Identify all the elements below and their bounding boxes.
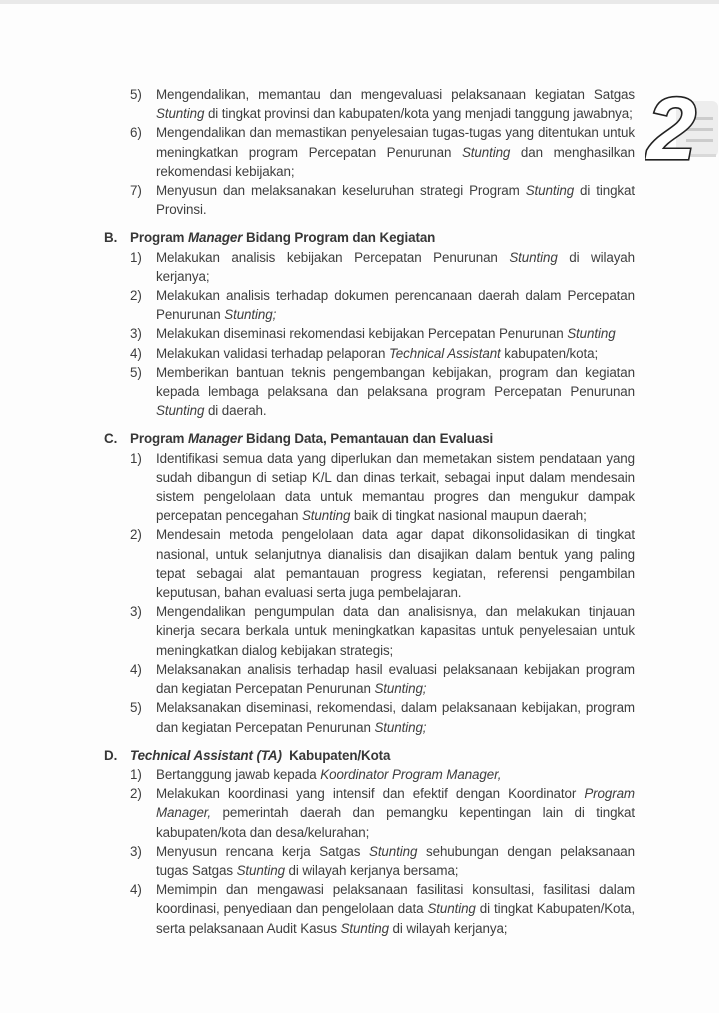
list-item bbox=[130, 449, 635, 526]
text-segment: Melakukan analisis terhadap dokumen perencanaan daerah dalam Percepatan Penurunan bbox=[156, 288, 635, 323]
list-item-number: 3) bbox=[130, 843, 142, 859]
list-item bbox=[130, 765, 635, 784]
list-item-text bbox=[156, 660, 635, 698]
section-heading bbox=[104, 746, 635, 765]
text-segment: di wilayah kerjanya; bbox=[156, 249, 636, 284]
text-segment: Menyusun dan melaksanakan keseluruhan strategi Program bbox=[156, 183, 526, 199]
list-item-text bbox=[156, 286, 635, 324]
text-segment: Technical Assistant (TA) bbox=[130, 747, 282, 763]
text-segment: Manager bbox=[188, 431, 243, 447]
list-item-number: 4) bbox=[130, 661, 142, 677]
page-number-graphic bbox=[645, 86, 719, 192]
list-item bbox=[130, 85, 635, 123]
list-item-text bbox=[156, 344, 635, 363]
text-segment: Program bbox=[130, 230, 188, 246]
list-item-number: 7) bbox=[130, 183, 142, 199]
text-segment: Technical Assistant bbox=[388, 345, 501, 361]
text-segment: Melaksanakan analisis terhadap hasil evaluasi pelaksanaan kebijakan program dan kegiatan Percepatan Penurunan bbox=[156, 661, 635, 697]
list-item bbox=[130, 698, 635, 736]
list-item bbox=[130, 363, 635, 421]
list-item-text bbox=[156, 784, 635, 842]
text-segment: Melakukan koordinasi yang intensif dan efektif dengan Koordinator bbox=[156, 786, 585, 802]
list-item bbox=[130, 324, 635, 343]
list-item-text bbox=[156, 880, 635, 938]
text-segment: kabupaten/kota; bbox=[500, 345, 599, 361]
section-block bbox=[104, 429, 635, 736]
list-item bbox=[130, 286, 635, 324]
text-segment: di tingkat provinsi dan kabupaten/kota yang menjadi tanggung jawabnya; bbox=[204, 106, 633, 122]
text-segment: di wilayah kerjanya bersama; bbox=[284, 862, 459, 878]
section-title bbox=[130, 228, 435, 247]
text-segment: Stunting bbox=[509, 249, 558, 265]
list-item-number: 3) bbox=[130, 326, 142, 342]
text-segment: Manager bbox=[188, 230, 243, 246]
list-item-text bbox=[156, 765, 635, 784]
list-item bbox=[130, 842, 635, 880]
text-segment: Stunting bbox=[340, 920, 389, 936]
text-segment: Melakukan analisis kebijakan Percepatan Penurunan bbox=[156, 249, 510, 265]
list-item-text bbox=[156, 363, 635, 421]
text-segment: Melakukan validasi terhadap pelaporan bbox=[156, 345, 389, 361]
text-segment: Stunting bbox=[567, 326, 616, 342]
list-item-number: 6) bbox=[130, 125, 142, 141]
text-segment: di wilayah kerjanya; bbox=[388, 920, 508, 936]
list-item-text bbox=[156, 85, 635, 123]
section-letter: B. bbox=[104, 230, 118, 246]
section-block bbox=[104, 228, 635, 420]
section-title bbox=[130, 429, 493, 448]
list-item-number: 4) bbox=[130, 345, 142, 361]
list-item-number: 1) bbox=[130, 249, 142, 265]
text-segment: Memimpin dan mengawasi pelaksanaan fasilitasi konsultasi, fasilitasi dalam koordinasi, penyediaan dan pengelolaan data bbox=[156, 882, 635, 917]
text-segment: Program bbox=[130, 431, 188, 447]
text-segment: Menyusun rencana kerja Satgas bbox=[156, 843, 369, 859]
list-item-number: 4) bbox=[130, 882, 142, 898]
list-item-number: 1) bbox=[130, 766, 142, 782]
section-letter: C. bbox=[104, 431, 118, 447]
section-items bbox=[130, 449, 635, 737]
list-item-text bbox=[156, 123, 635, 181]
list-item bbox=[130, 525, 635, 602]
section-items bbox=[130, 765, 635, 938]
section-heading bbox=[104, 429, 635, 448]
list-item-text bbox=[156, 248, 635, 286]
text-segment: Stunting bbox=[525, 183, 575, 199]
text-segment: Stunting; bbox=[374, 719, 427, 735]
text-segment: Stunting; bbox=[374, 681, 427, 697]
list-item bbox=[130, 248, 635, 286]
note-icon bbox=[645, 86, 719, 192]
document-body bbox=[104, 85, 635, 938]
text-segment: di daerah. bbox=[204, 403, 267, 419]
text-segment: dan menghasilkan rekomendasi kebijakan; bbox=[156, 144, 635, 179]
list-item-text bbox=[156, 602, 635, 660]
section-title bbox=[130, 746, 390, 765]
page-number: 2 bbox=[647, 86, 696, 178]
text-segment: Stunting bbox=[461, 144, 511, 160]
list-item-text bbox=[156, 181, 635, 219]
list-item-number: 2) bbox=[130, 786, 142, 802]
list-item-number: 3) bbox=[130, 604, 142, 620]
section-block bbox=[104, 85, 635, 219]
list-item-number: 2) bbox=[130, 527, 142, 543]
list-item bbox=[130, 602, 635, 660]
text-segment: Stunting bbox=[236, 862, 285, 878]
list-item-number: 5) bbox=[130, 87, 142, 102]
text-segment: Stunting bbox=[156, 403, 205, 419]
list-item bbox=[130, 123, 635, 181]
text-segment: Program Manager, bbox=[156, 786, 635, 821]
list-item bbox=[130, 784, 635, 842]
list-item-number: 5) bbox=[130, 700, 142, 716]
list-item-number: 1) bbox=[130, 450, 142, 466]
list-item-text bbox=[156, 698, 635, 736]
section-letter: D. bbox=[104, 747, 118, 763]
text-segment: Mengendalikan, memantau dan mengevaluasi pelaksanaan kegiatan Satgas bbox=[156, 87, 635, 102]
text-segment: Mendesain metoda pengelolaan data agar dapat dikonsolidasikan di tingkat nasional, untuk selanjutnya dianalisis dan disajikan dalam bentuk yang paling tepat sebagai alat pemantauan progress kegiatan, referensi pengambilan keputusan, bahan evaluasi serta juga pembelajaran. bbox=[156, 527, 635, 601]
text-segment: baik di tingkat nasional maupun daerah; bbox=[350, 508, 587, 524]
text-segment: Melakukan diseminasi rekomendasi kebijakan Percepatan Penurunan bbox=[156, 326, 568, 342]
text-segment: Koordinator Program Manager, bbox=[320, 766, 502, 782]
list-item-text bbox=[156, 525, 635, 602]
section-items bbox=[130, 85, 635, 219]
text-segment: Stunting; bbox=[224, 307, 277, 323]
list-item bbox=[130, 344, 635, 363]
text-segment: Stunting bbox=[156, 106, 205, 122]
list-item bbox=[130, 880, 635, 938]
text-segment: Stunting bbox=[427, 901, 476, 917]
text-segment: Bidang Data, Pemantauan dan Evaluasi bbox=[242, 431, 494, 447]
text-segment: di tingkat Provinsi. bbox=[156, 183, 635, 218]
list-item-number: 5) bbox=[130, 364, 142, 380]
text-segment: Bidang Program dan Kegiatan bbox=[242, 230, 436, 246]
text-segment: Stunting bbox=[368, 843, 418, 859]
text-segment: Melaksanakan diseminasi, rekomendasi, dalam pelaksanaan kebijakan, program dan kegiatan Percepatan Penurunan bbox=[156, 700, 635, 735]
list-item bbox=[130, 181, 635, 219]
text-segment: di tingkat Kabupaten/Kota, serta pelaksanaan Audit Kasus bbox=[156, 901, 635, 936]
section-heading bbox=[104, 228, 635, 247]
page-top-edge-strip bbox=[0, 0, 719, 4]
text-segment: Memberikan bantuan teknis pengembangan kebijakan, program dan kegiatan kepada lembaga pelaksana dan pelaksana program Percepatan Penurunan bbox=[156, 364, 635, 400]
list-item-text bbox=[156, 449, 635, 526]
text-segment: Kabupaten/Kota bbox=[281, 747, 391, 763]
text-segment: Bertanggung jawab kepada bbox=[156, 766, 321, 782]
text-segment: pemerintah daerah dan pemangku kepentingan lain di tingkat kabupaten/kota dan desa/kelurahan; bbox=[156, 805, 635, 840]
text-segment: Stunting bbox=[301, 508, 351, 524]
list-item-number: 2) bbox=[130, 288, 142, 304]
list-item-text bbox=[156, 324, 635, 343]
section-items bbox=[130, 248, 635, 421]
list-item bbox=[130, 660, 635, 698]
text-segment: Mengendalikan pengumpulan data dan analisisnya, dan melakukan tinjauan kinerja secara berkala untuk meningkatkan kapasitas untuk penyelesaian untuk meningkatkan dialog kebijakan strategis; bbox=[156, 604, 635, 658]
text-segment: sehubungan dengan pelaksanaan tugas Satgas bbox=[156, 843, 635, 878]
list-item-text bbox=[156, 842, 635, 880]
text-segment: Mengendalikan dan memastikan penyelesaian tugas-tugas yang ditentukan untuk meningkatkan program Percepatan Penurunan bbox=[156, 125, 635, 160]
text-segment: Identifikasi semua data yang diperlukan dan memetakan sistem pendataan yang sudah dibangun di setiap K/L dan dinas terkait, sebagai input dalam mendesain sistem pengelolaan data untuk memantau progres dan mengukur dampak percepatan pencegahan bbox=[156, 450, 635, 524]
section-block bbox=[104, 746, 635, 938]
